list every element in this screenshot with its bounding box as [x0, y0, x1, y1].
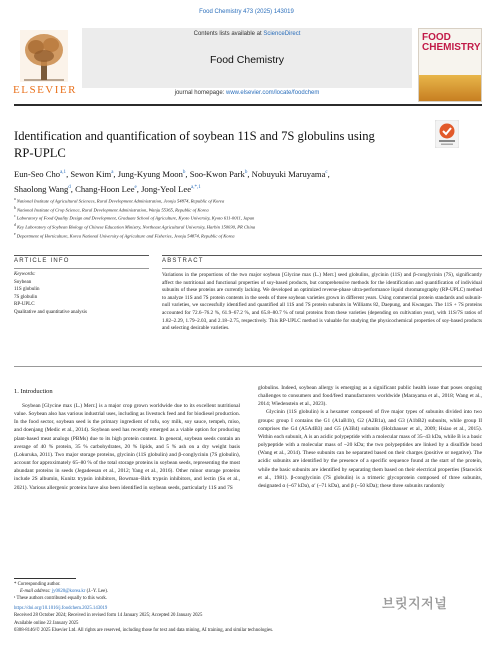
article-title: Identification and quantification of soybean 11S and 7S globulins using RP-UPLC	[14, 129, 375, 160]
email-link[interactable]: jy0820@korea.kr	[51, 589, 86, 594]
abstract-bottom-rule	[14, 366, 482, 367]
affiliation-sup: c	[14, 214, 16, 219]
info-rule	[14, 255, 149, 256]
contents-prefix: Contents lists available at	[193, 31, 264, 37]
contents-line	[82, 31, 412, 37]
keyword-item: 7S globulin	[14, 294, 38, 300]
affiliation-item	[14, 222, 484, 231]
available-online: Available online 22 January 2025	[14, 620, 79, 626]
affiliation-item	[14, 231, 484, 240]
author-name[interactable]: Soo-Kwon Park	[189, 168, 245, 179]
abstract-heading: ABSTRACT	[162, 258, 204, 264]
affiliation-text: National Institute of Crop Science, Rural Development Administration, Wanju 55365, Republic of Korea	[16, 207, 209, 213]
cover-art-band	[419, 75, 482, 102]
keyword-item: 11S globulin	[14, 287, 40, 293]
keyword-item: RP-UPLC	[14, 302, 35, 308]
author-sup: a	[111, 170, 114, 175]
journal-homepage	[82, 90, 412, 96]
author-name[interactable]: Jung-Kyung Moon	[117, 168, 183, 179]
author-sup: a,1	[60, 170, 67, 175]
intro-paragraph: globulins. Indeed, soybean allergy is emerging as a significant public health issue that poses ongoing challenges to consumers and food/feed manufacturers worldwide (Marayama et al., 2018; Wang et al., 2014; Wiedenstein et al., 2023).	[258, 385, 482, 408]
footnote-corresponding: * Corresponding author.	[14, 582, 61, 587]
body-column-right	[258, 384, 482, 490]
keyword-item: Qualitative and quantitative analysis	[14, 309, 87, 315]
keyword-list	[14, 279, 149, 316]
elsevier-wordmark: ELSEVIER	[13, 84, 77, 96]
author-sup: a,*,1	[191, 184, 201, 190]
author-name[interactable]: Nobuyuki Maruyama	[251, 168, 326, 179]
footnote-rule	[14, 578, 76, 579]
affiliation-item	[14, 213, 484, 222]
received-dates: Received 28 October 2024; Received in revised form 14 January 2025; Accepted 20 January 2025	[14, 613, 203, 619]
affiliation-list	[14, 196, 484, 240]
author-sup: b	[182, 170, 186, 175]
affiliation-text: Laboratory of Food Quality Design and Development, Graduate School of Agriculture, Kyoto University, Kyoto 611-0011, Japan	[16, 216, 255, 221]
copyright-line: 0308-8146/© 2025 Elsevier Ltd. All rights are reserved, including those for text and data mining, AI training, and similar technologies.	[14, 628, 274, 634]
journal-name[interactable]: Food Chemistry	[209, 54, 285, 66]
publication-info	[14, 605, 414, 635]
intro-paragraph: Soybean [Glycine max (L.) Merr.] is a major crop grown worldwide due to its excellent nutritional value. Soybean also has various industrial uses, including as livestock feed and for biodiesel production. In the food sector, soybean seed is the primary ingredient of tofu, soy milk, soy sauce, tempeh, miso, and doenjang (Medic et al., 2014). Soybean seed has recently emerged as a viable option for producing plant-based meat analogs (PBMs) due to its high protein content. In general, soybean seeds contain an average of 40 % protein, 35 % carbohydrates, 20 % lipids, and 5 % ash on a dry weight basis (Lokuruka, 2011). Two major storage proteins, glycinin (11S globulin) and β-conglycinin (7S globulin), account for approximately 65–80 % of the total storage proteins in soybean seeds, representing the most abundant proteins in seeds (Jegadeesan et al., 2012; Yang et al., 2016). Other minor storage proteins include 2S albumin, Kunitz trypsin inhibitors, Bowman–Birk trypsin inhibitors, and lectin (Su et al., 2021). Various allergenic proteins have also been identified in soybean seeds, particularly 11S and 7S	[14, 403, 240, 491]
footnotes	[14, 581, 314, 602]
info-subrule	[14, 268, 149, 269]
abstract-subrule	[162, 268, 482, 269]
elsevier-tree-icon	[20, 30, 68, 82]
cover-title: FOOD CHEMISTRY	[422, 32, 481, 53]
homepage-link[interactable]: www.elsevier.com/locate/foodchem	[226, 90, 320, 96]
author-sup: c	[325, 170, 328, 175]
journal-cover[interactable]	[418, 28, 482, 102]
keywords-label: Keywords:	[14, 272, 36, 277]
author-list: Eun-Seo Cho$^{a,1}$, Sewon Kim$^a$, Jung-Kyung Moon$^b$, Soo-Kwon Park$^b$, Nobuyuki Maruyama$^c$, Shaolong Wang$^d$, Chang-Hoon Lee$^e$, Jong-Yeol Lee$^{a,*,1}$	[14, 168, 330, 194]
affiliation-item	[14, 205, 484, 214]
author-name[interactable]: Jong-Yeol Lee	[141, 183, 192, 194]
footnote-email	[14, 588, 314, 595]
watermark: 브릿지저널	[382, 597, 448, 612]
author-name[interactable]: Chang-Hoon Lee	[75, 183, 135, 194]
sciencedirect-link[interactable]: ScienceDirect	[263, 31, 301, 37]
affiliation-text: Key Laboratory of Soybean Biology of Chinese Education Ministry, Northeast Agricultural University, Harbin 150030, PR China	[16, 224, 256, 230]
abstract-text: Variations in the proportions of the two major soybean [Glycine max (L.) Merr.] seed globulins, glycinin (11S) and β-conglycinin (7S), significantly affect the nutritional and functional properties of soy-based products, but comprehensive methods for the identification and quantification of individual subunits of these proteins are currently lacking. We developed an optimized reverse-phase ultra-performance liquid chromatography (RP-UPLC) method to analyze 11S and 7S protein contents in the seeds of three soybean varieties grown in different years. Using commercial protein standards and subunit-null varieties, we successfully identified and quantified all 11S and 7S protein subunits in Williams 82, Daepung, and Kwangan. The 11S + 7S proteins accounted for 72.6–76.2 %, 61.9–67.2 %, and 65.8–80.7 % of total proteins from these varieties (depending on cultivation year), with 11S/7S ratios of 1.82–2.29, 1.79–2.03, and 2.18–2.75, respectively. This RP-UPLC method is valuable for studying the physicochemical properties of soy-based products and selecting desirable varieties.	[162, 272, 482, 332]
affiliation-sup: a	[14, 197, 16, 201]
check-for-updates-icon[interactable]	[435, 120, 459, 148]
author-name[interactable]: Shaolong Wang	[14, 183, 69, 194]
author-name[interactable]: Eun-Seo Cho	[14, 168, 61, 179]
footnote-equal-contribution: ¹ These authors contributed equally to this work.	[14, 596, 108, 601]
section-heading-introduction: 1. Introduction	[14, 388, 53, 395]
affiliation-sup: e	[14, 231, 16, 236]
email-label: E-mail address:	[20, 589, 52, 594]
author-name[interactable]: Sewon Kim	[70, 168, 112, 179]
keyword-item: Soybean	[14, 280, 32, 285]
affiliation-sup: b	[14, 205, 16, 210]
author-sup: e	[134, 184, 137, 190]
author-sup: d	[68, 184, 71, 190]
abstract-rule	[162, 255, 482, 256]
body-column-left	[14, 402, 240, 492]
email-suffix: (J.-Y. Lee).	[85, 589, 109, 594]
journal-citation[interactable]: Food Chemistry 473 (2025) 143019	[199, 9, 294, 15]
author-sup: b	[244, 170, 248, 175]
doi-link[interactable]: https://doi.org/10.1016/j.foodchem.2025.143019	[14, 606, 108, 611]
affiliation-sup: d	[14, 223, 16, 228]
homepage-prefix: journal homepage:	[174, 90, 226, 96]
intro-paragraph: Glycinin (11S globulin) is a hexamer composed of five major types of subunits divided into two groups: group I contains the G1 (A1aB1b), G2 (A2B1a), and G3 (A1bB2) subunits, while group II comprises the G4 (A5A4B3) and G5 (A3B4) subunits (Holzhauser et al., 2009; Hsiao et al., 2015). Within each subunit, A is an acidic polypeptide with a molecular mass of 35–43 kDa, while B is a basic polypeptide with a molecular mass of ~20 kDa; the two polypeptides are linked by a disulfide bond (Wang et al., 2014). These subunits can be separated based on their charges (positive or negative). The acidic subunits are identified by the presence of a specific sequence found at the start of the protein, while the basic subunits are identified by separating them based on their electrical properties (Staswick et al., 1981). β-conglycinin (7S globulin) is a trimeric glycoprotein composed of three subunits, designated α (~67 kDa), α′ (~71 kDa), and β (~50 kDa); these three subunits randomly	[258, 409, 482, 489]
affiliation-item	[14, 196, 484, 205]
affiliation-text: Department of Horticulture, Korea National University of Agriculture and Fisheries, Jeonju 54874, Republic of Korea	[16, 233, 235, 239]
affiliation-text: National Institute of Agricultural Sciences, Rural Development Administration, Jeonju 54874, Republic of Korea	[16, 198, 225, 204]
article-info-heading: ARTICLE INFO	[14, 258, 70, 264]
masthead-rule	[14, 104, 482, 106]
